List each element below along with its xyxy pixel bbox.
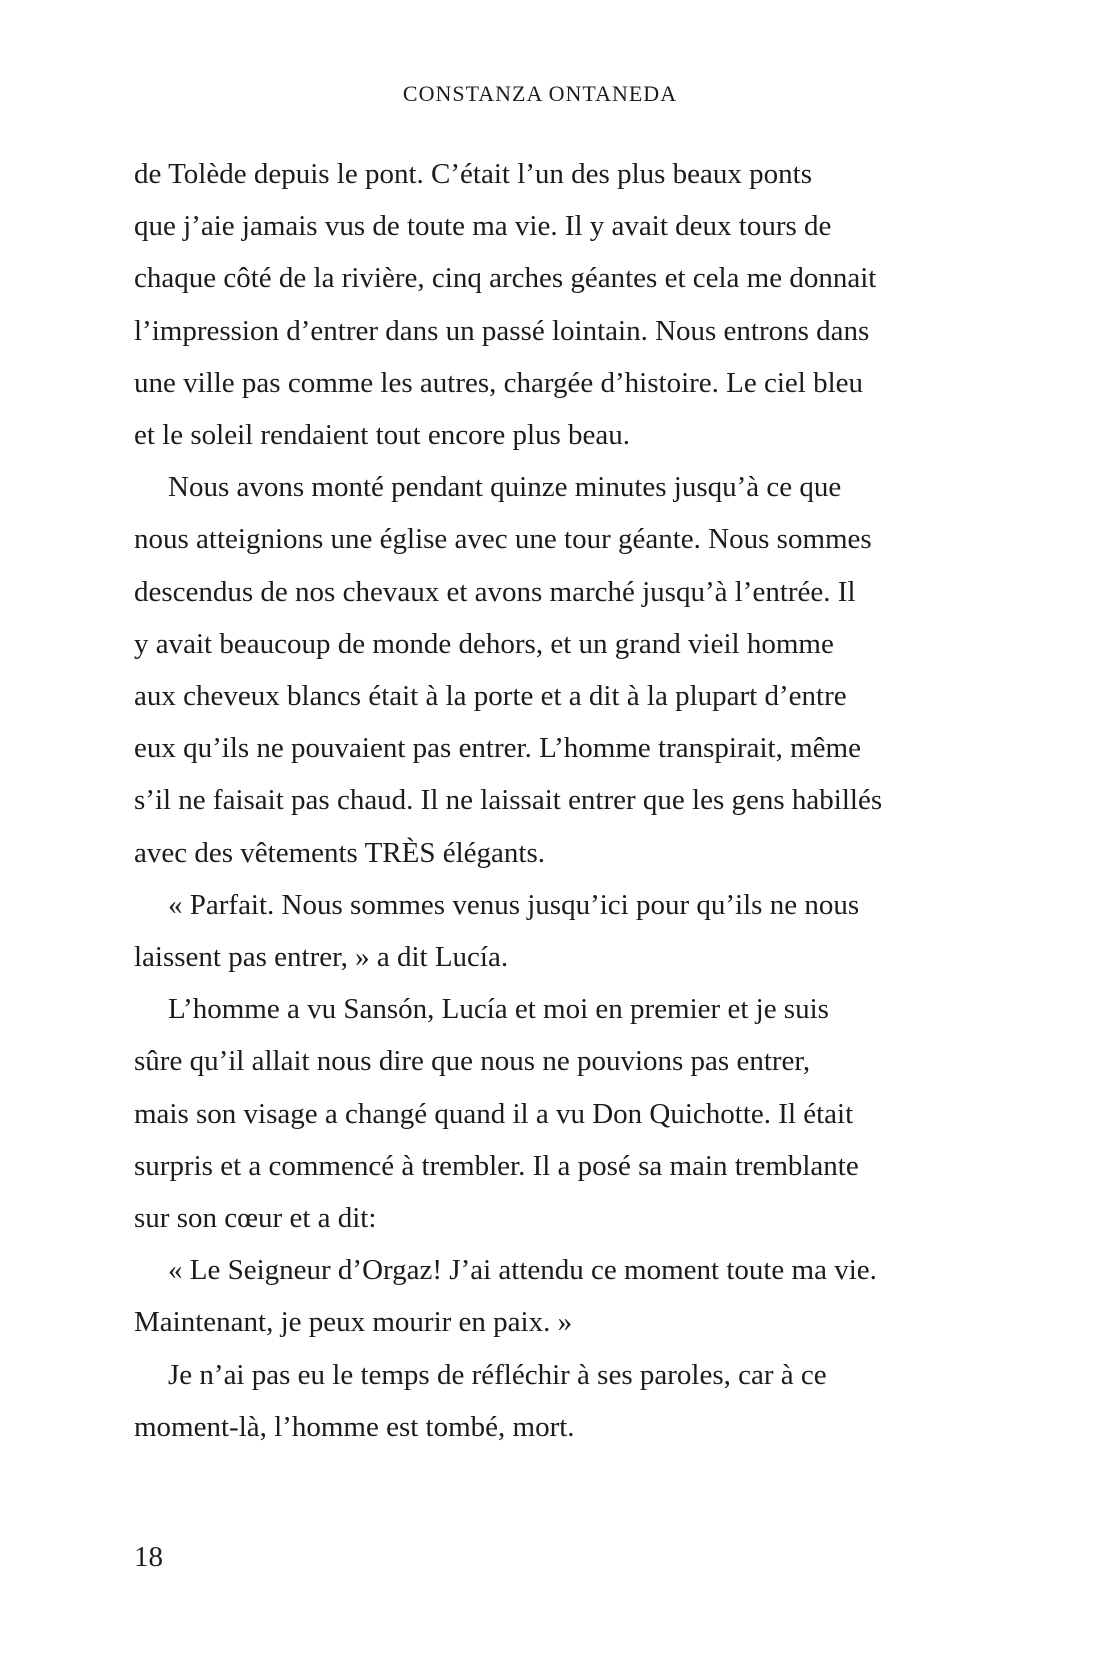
text-line: Maintenant, je peux mourir en paix. » <box>134 1306 573 1339</box>
text-line: avec des vêtements TRÈS élégants. <box>134 836 545 869</box>
text-line: une ville pas comme les autres, chargée d’histoire. Le ciel bleu <box>134 366 864 399</box>
text-line: y avait beaucoup de monde dehors, et un grand vieil homme <box>134 627 834 660</box>
text-line: surpris et a commencé à trembler. Il a posé sa main tremblante <box>134 1149 859 1182</box>
text-line: Nous avons monté pendant quinze minutes jusqu’à ce que <box>168 471 842 504</box>
text-line: s’il ne faisait pas chaud. Il ne laissait entrer que les gens habillés <box>134 784 883 817</box>
page-number: 18 <box>134 1541 163 1573</box>
text-line: moment-là, l’homme est tombé, mort. <box>134 1410 575 1443</box>
text-line: mais son visage a changé quand il a vu Don Quichotte. Il était <box>134 1097 854 1130</box>
text-line: nous atteignions une église avec une tour géante. Nous sommes <box>134 523 872 556</box>
text-line: sur son cœur et a dit: <box>134 1202 377 1235</box>
running-header-author: CONSTANZA ONTANEDA <box>402 81 678 106</box>
text-line: sûre qu’il allait nous dire que nous ne pouvions pas entrer, <box>134 1045 811 1078</box>
text-line: et le soleil rendaient tout encore plus beau. <box>134 419 631 452</box>
text-line: chaque côté de la rivière, cinq arches géantes et cela me donnait <box>134 262 877 295</box>
text-line: descendus de nos chevaux et avons marché jusqu’à l’entrée. Il <box>134 575 856 608</box>
text-line: « Le Seigneur d’Orgaz! J’ai attendu ce moment toute ma vie. <box>168 1254 877 1287</box>
text-line: Je n’ai pas eu le temps de réfléchir à ses paroles, car à ce <box>168 1358 827 1391</box>
text-line: l’impression d’entrer dans un passé lointain. Nous entrons dans <box>134 314 870 347</box>
text-line: L’homme a vu Sansón, Lucía et moi en premier et je suis <box>168 993 829 1026</box>
text-line: « Parfait. Nous sommes venus jusqu’ici pour qu’ils ne nous <box>168 888 860 921</box>
text-line: de Tolède depuis le pont. C’était l’un des plus beaux ponts <box>134 158 813 190</box>
text-line: eux qu’ils ne pouvaient pas entrer. L’homme transpirait, même <box>134 732 861 765</box>
text-line: que j’aie jamais vus de toute ma vie. Il y avait deux tours de <box>134 210 832 243</box>
text-line: aux cheveux blancs était à la porte et a dit à la plupart d’entre <box>134 680 847 713</box>
text-line: laissent pas entrer, » a dit Lucía. <box>134 941 509 974</box>
body-text <box>134 148 948 1453</box>
